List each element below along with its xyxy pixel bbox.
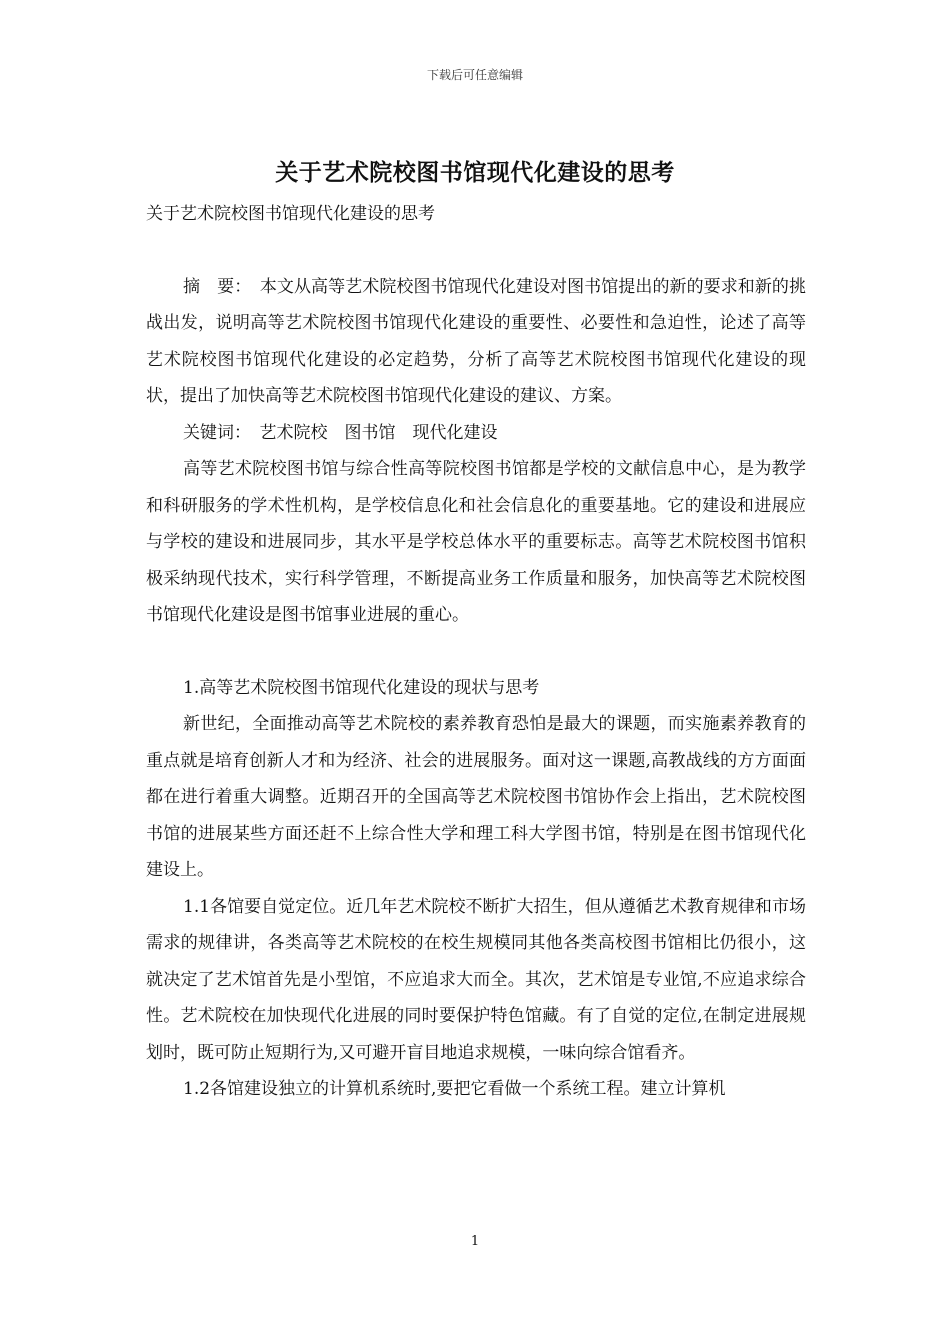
keywords-line: 关键词： 艺术院校 图书馆 现代化建设 [183,422,498,443]
document-title: 关于艺术院校图书馆现代化建设的思考 [275,160,675,186]
document-subtitle: 关于艺术院校图书馆现代化建设的思考 [146,204,435,224]
abstract-paragraph: 摘 要： 本文从高等艺术院校图书馆现代化建设对图书馆提出的新的要求和新的挑战出发，说明高等艺术院校图书馆现代化建设的重要性、必要性和急迫性，论述了高等艺术院校图书馆现代化建设的必定趋势，分析了高等艺术院校图书馆现代化建设的现状，提出了加快高等艺术院校图书馆现代化建设的建议、方案。 [146,276,806,406]
page-number: 1 [470,1234,480,1249]
section-1-heading: 1.高等艺术院校图书馆现代化建设的现状与思考 [183,677,540,698]
section-1-paragraph: 新世纪，全面推动高等艺术院校的素养教育恐怕是最大的课题，而实施素养教育的重点就是培育创新人才和为经济、社会的进展服务。面对这一课题,高教战线的方方面面都在进行着重大调整。近期召开的全国高等艺术院校图书馆协作会上指出，艺术院校图书馆的进展某些方面还赶不上综合性大学和理工科大学图书馆，特别是在图书馆现代化建设上。 [146,714,806,880]
spacer [146,634,806,670]
header-note: 下载后可任意编辑 [426,68,523,82]
section-1-2-paragraph: 1.2各馆建设独立的计算机系统时,要把它看做一个系统工程。建立计算机 [183,1079,726,1099]
spacer [146,233,806,269]
document-body [146,196,806,1108]
section-1-1-paragraph: 1.1各馆要自觉定位。近几年艺术院校不断扩大招生，但从遵循艺术教育规律和市场需求的规律讲，各类高等艺术院校的在校生规模同其他各类高校图书馆相比仍很小，这就决定了艺术馆首先是小型馆，不应追求大而全。其次，艺术馆是专业馆,不应追求综合性。艺术院校在加快现代化进展的同时要保护特色馆藏。有了自觉的定位,在制定进展规划时，既可防止短期行为,又可避开盲目地追求规模，一味向综合馆看齐。 [146,896,806,1063]
intro-paragraph: 高等艺术院校图书馆与综合性高等院校图书馆都是学校的文献信息中心，是为教学和科研服务的学术性机构，是学校信息化和社会信息化的重要基地。它的建设和进展应与学校的建设和进展同步，其水平是学校总体水平的重要标志。高等艺术院校图书馆积极采纳现代技术，实行科学管理，不断提高业务工作质量和服务，加快高等艺术院校图书馆现代化建设是图书馆事业进展的重心。 [146,459,806,625]
